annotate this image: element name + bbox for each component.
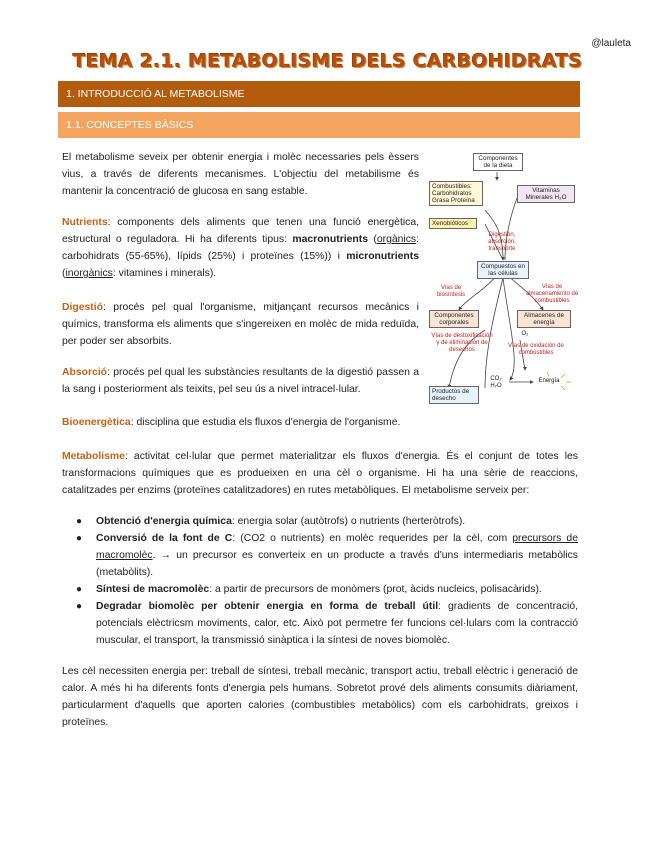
bullet-icon: ● bbox=[76, 584, 83, 595]
label-vias-almacenamiento: Vías de almacenamiento de combustibles bbox=[525, 284, 579, 304]
term-metabolisme: Metabolisme bbox=[62, 451, 125, 462]
box-almacenes-energia: Almacenes de energía bbox=[517, 310, 571, 328]
nutrients-text-1: : components dels aliments que tenen una funció energètica, estructural o reguladora. Hi ha diferents tipus: bbox=[62, 217, 419, 245]
bullet-term: Síntesi de macromolèc bbox=[96, 584, 210, 595]
section-heading: 1. INTRODUCCIÓ AL METABOLISME bbox=[58, 81, 580, 107]
nutrients-text-2: ( bbox=[368, 234, 377, 245]
metabolisme-text: : activitat cel·lular que permet materialitzar els fluxos d'energia. És el conjunt de totes les transformacions químiques que es produeixen en una cèl o organisme. Hi ha una sèrie de reaccions, catalitzades per enzims (proteïnes catalitzadores) en rutes metabòliques. El metabolisme serveix per: bbox=[62, 451, 578, 496]
term-absorcio: Absorció bbox=[62, 367, 108, 378]
label-vias-biosintesis: Vías de biosíntesis bbox=[436, 285, 466, 298]
list-item bbox=[62, 530, 578, 581]
intro-paragraph: El metabolisme seveix per obtenir energia i molèc necessaries pels èssers vius, a través de diferents mecanismes. L'objectiu del metabilisme és mantenir la concentració de glucosa en sang estable. bbox=[62, 152, 419, 197]
bullet-term: Degradar biomolèc per obtenir energia en forma de treball útil bbox=[96, 601, 439, 612]
nutrients-paragraph bbox=[62, 214, 419, 282]
absorcio-paragraph bbox=[62, 364, 419, 398]
bullet-text-2: . → un precursor es converteix en un producte a través d'uns intermediaris metabòlics (metabòlits). bbox=[96, 550, 578, 578]
nutrients-text-3: : carbohidrats (55-65%), lípids (25%) i proteïnes (15%)) i bbox=[62, 234, 419, 262]
closing-paragraph: Les cèl necessiten energia per: treball de síntesi, treball mecànic, transport actiu, treball elèctric i generació de calor. A més hi ha diferents fonts d'energia pels humans. Sobretot prové dels aliments consumits diàriament, particularment d'aquells que aporten calories (combustibles metabòlics) com els carbohidrats, greixos i proteïnes. bbox=[62, 666, 578, 728]
subsection-heading: 1.1. CONCEPTES BÀSICS bbox=[58, 112, 580, 138]
macronutrients-term: macronutrients bbox=[292, 234, 369, 245]
absorcio-text: : procés pel qual les substàncies resultants de la digestió passen a la sang i posteriorment als teixits, pel seu ús a nivel intracel·lular. bbox=[62, 367, 419, 395]
bullet-text: : energia solar (autòtrofs) o nutrients (herteròtrofs). bbox=[231, 516, 466, 527]
nutrients-text-5: : vitamines i minerals). bbox=[112, 268, 217, 279]
label-h2o: H₂O bbox=[490, 383, 502, 389]
bullet-text: : a partir de precursors de monòmers (prot, àcids nucleics, polisacàrids). bbox=[209, 584, 542, 595]
bioenergetica-paragraph bbox=[62, 414, 578, 431]
label-vias-destoxificacion: Vías de destoxificación y de eliminación de desechos bbox=[431, 333, 493, 353]
digestio-paragraph bbox=[62, 299, 419, 350]
digestio-text: : procés pel qual l'organisme, mitjançant recursos mecànics i químics, transforma els aliments que s'ingereixen en molèc de mida reduïda, per poder ser absorbits. bbox=[62, 302, 419, 347]
organics-term: orgànics bbox=[376, 234, 417, 245]
label-co2: CO₂ bbox=[490, 376, 502, 382]
bullet-text: : (CO2 o nutrients) en molèc requerides per la cèl, com bbox=[232, 533, 513, 544]
label-energia: Energía bbox=[538, 378, 560, 384]
metabolisme-paragraph bbox=[62, 448, 578, 499]
metabolism-purposes-list bbox=[62, 513, 578, 649]
box-combustibles: Combustibles: Carbohidratos Grasa Proteína bbox=[429, 181, 483, 206]
list-item bbox=[62, 581, 578, 598]
list-item bbox=[62, 598, 578, 649]
bullet-term: Conversió de la font de C bbox=[96, 533, 233, 544]
term-bioenergetica: Bioenergètica bbox=[62, 417, 131, 428]
box-compuestos: Compuestos en las células bbox=[477, 261, 529, 279]
micronutrients-term: micronutrients bbox=[346, 251, 419, 262]
label-digestion: Digestión, absorción, transporte bbox=[488, 232, 516, 252]
bullet-icon: ● bbox=[76, 516, 83, 527]
term-nutrients: Nutrients bbox=[62, 217, 108, 228]
bullet-icon: ● bbox=[76, 533, 83, 544]
bullet-icon: ● bbox=[76, 601, 83, 612]
box-vitaminas: Vitaminas Minerales H₂O bbox=[517, 185, 575, 203]
author-handle: @lauleta bbox=[591, 38, 631, 49]
label-vias-oxidacion: Vías de oxidación de combustibles bbox=[508, 343, 564, 356]
term-digestio: Digestió bbox=[62, 302, 103, 313]
list-item bbox=[62, 513, 578, 530]
metabolism-diagram bbox=[425, 150, 580, 402]
box-productos-desecho: Productos de desecho bbox=[429, 386, 479, 404]
nutrients-text-4: ( bbox=[62, 268, 66, 279]
bullet-text: : gradients de concentració, potencials elèctricsm moviments, calor, etc. Això pot permetre fer funcions cel·lulars com la contracció muscular, el transport, la transmissió sinàptica i la síntesi de noves biomolèc. bbox=[96, 601, 578, 646]
page-title: TEMA 2.1. METABOLISME DELS CARBOHIDRATS bbox=[72, 50, 583, 72]
bullet-underlined: precursors de macromolèc bbox=[96, 533, 578, 561]
box-xenobioticos: Xenobióticos bbox=[429, 218, 477, 229]
box-componentes-dieta: Componentes de la dieta bbox=[473, 153, 523, 171]
label-o2: O₂ bbox=[521, 331, 529, 337]
inorganics-term: inorgànics bbox=[65, 268, 113, 279]
bioenergetica-text: : disciplina que estudia els fluxos d'energia de l'organisme. bbox=[130, 417, 401, 428]
box-componentes-corporales: Componentes corporales bbox=[429, 310, 479, 328]
bullet-term: Obtenció d'energia química bbox=[96, 516, 232, 527]
